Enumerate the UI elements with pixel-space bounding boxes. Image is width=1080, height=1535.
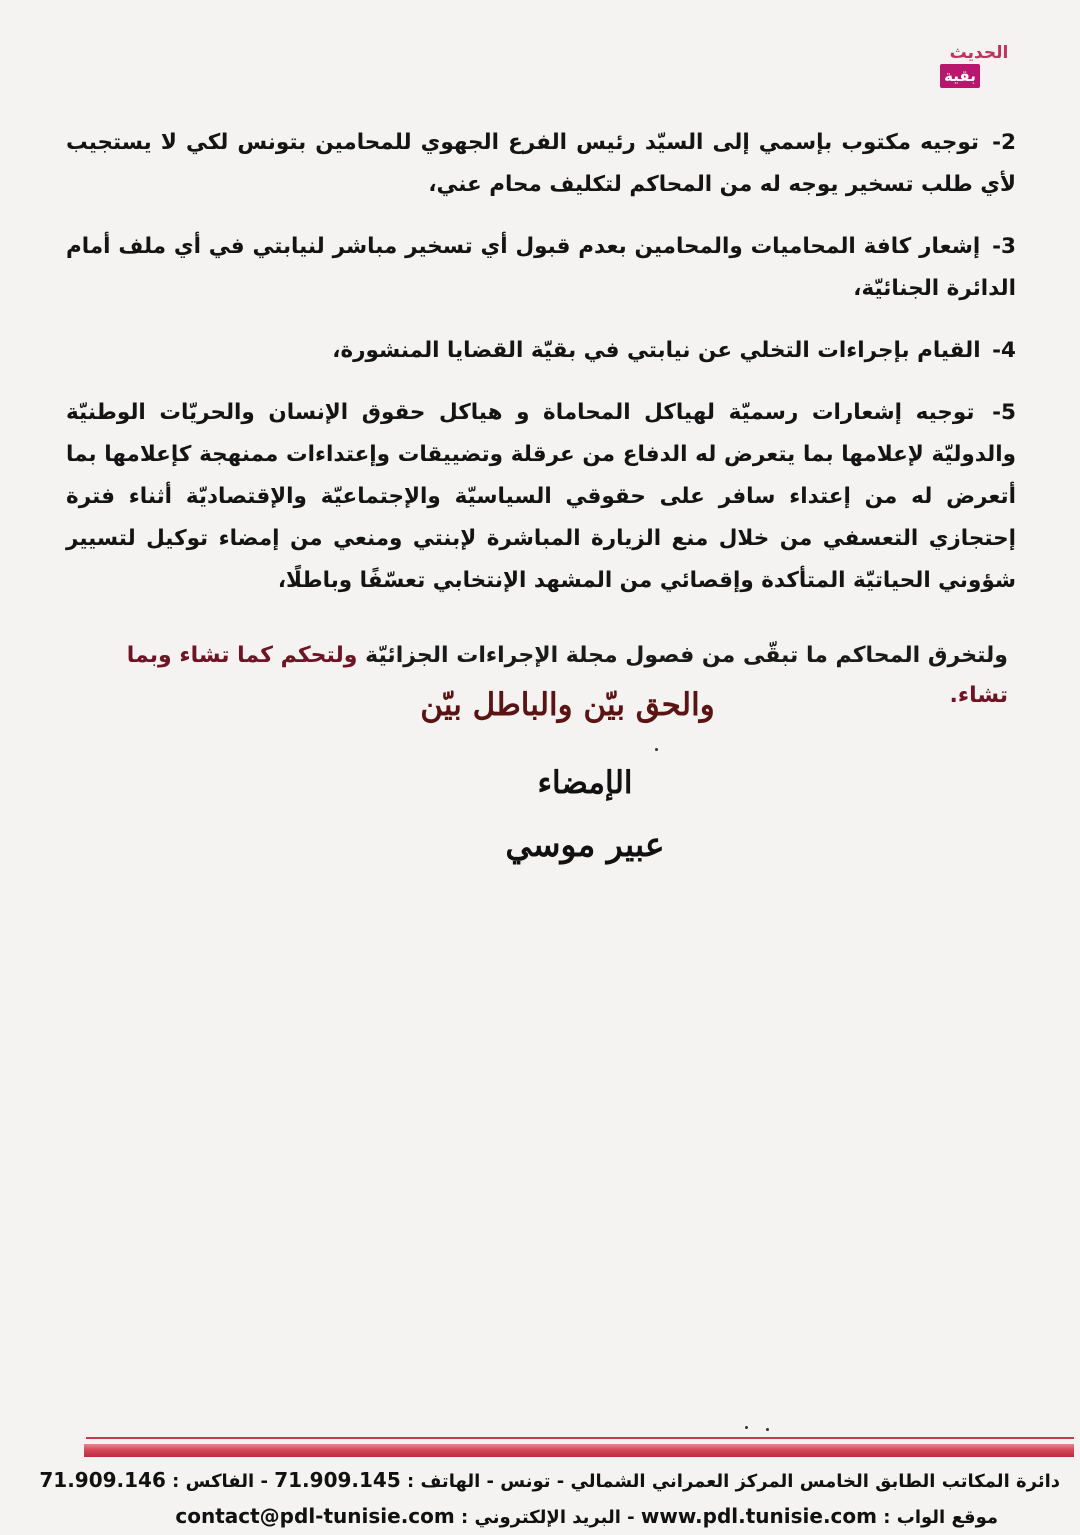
footer-email-link[interactable]: contact@pdl-tunisie.com: [175, 1504, 455, 1528]
footer-address: دائرة المكاتب الطابق الخامس المركز العمراني الشمالي - تونس - الهاتف :: [407, 1471, 1060, 1492]
footer-web-label: موقع الواب :: [883, 1507, 998, 1528]
footer-contact-line: [158, 1500, 998, 1532]
item-text: توجيه مكتوب بإسمي إلى السيّد رئيس الفرع الجهوي للمحامين بتونس لكي لا يستجيب لأي طلب تسخير يوجه له من المحاكم لتكليف محام عني،: [66, 130, 1016, 197]
logo-badge: بقية: [940, 64, 980, 88]
stray-dot: [745, 1426, 748, 1429]
list-item: [66, 330, 1016, 372]
footer-fax: 71.909.146: [39, 1468, 166, 1492]
list-item: [66, 226, 1016, 310]
item-number: 5-: [992, 400, 1016, 425]
item-number: 2-: [992, 130, 1016, 155]
footer-divider: [84, 1444, 1074, 1457]
footer-phone: 71.909.145: [274, 1468, 401, 1492]
item-text: إشعار كافة المحاميات والمحامين بعدم قبول أي تسخير مباشر لنيابتي في أي ملف أمام الدائرة الجنائيّة،: [66, 234, 1016, 301]
brand-logo: [930, 40, 1018, 96]
stray-dot: [766, 1428, 769, 1431]
footer-divider-thin: [86, 1437, 1074, 1439]
item-text: القيام بإجراءات التخلي عن نيابتي في بقيّة القضايا المنشورة،: [332, 338, 981, 363]
item-text: توجيه إشعارات رسميّة لهياكل المحاماة و هياكل حقوق الإنسان والحريّات الوطنيّة والدوليّة لإعلامها بما يتعرض له الدفاع من عرقلة وتضييقات وإعتداءات ممنهجة كإعلامها بما أتعرض له من إعتداء سافر على حقوقي السياسيّة والإجتماعيّة والإقتصاديّة أثناء فترة إحتجازي التعسفي من خلال منع الزيارة المباشرة لإبنتي ومنعي من إمضاء توكيل لتسيير شؤوني الحياتيّة المتأكدة وإقصائي من المشهد الإنتخابي تعسّفًا وباطلًا،: [66, 400, 1016, 593]
list-item: [66, 392, 1016, 602]
footer-address-line: [39, 1464, 1060, 1496]
slogan: والحق بيّن والباطل بيّن: [420, 687, 715, 723]
footer-fax-label: - الفاكس :: [172, 1471, 268, 1492]
footer-email-label: - البريد الإلكتروني :: [461, 1507, 635, 1528]
footer-website-link[interactable]: www.pdl.tunisie.com: [640, 1504, 877, 1528]
signature-label: الإمضاء: [537, 765, 633, 801]
list-item: [66, 122, 1016, 206]
closing-part-1: ولتخرق المحاكم ما تبقّى من فصول مجلة الإجراءات الجزائيّة: [365, 643, 1008, 668]
item-number: 3-: [992, 234, 1016, 259]
item-number: 4-: [992, 338, 1016, 363]
stray-dot: [655, 748, 658, 751]
closing-part-2: ولتحكم كما تشاء وبما تشاء.: [126, 643, 1008, 708]
signatory-name: عبير موسي: [505, 825, 665, 864]
logo-wordmark: الحديث: [949, 43, 1009, 63]
demands-list: [66, 122, 1016, 622]
